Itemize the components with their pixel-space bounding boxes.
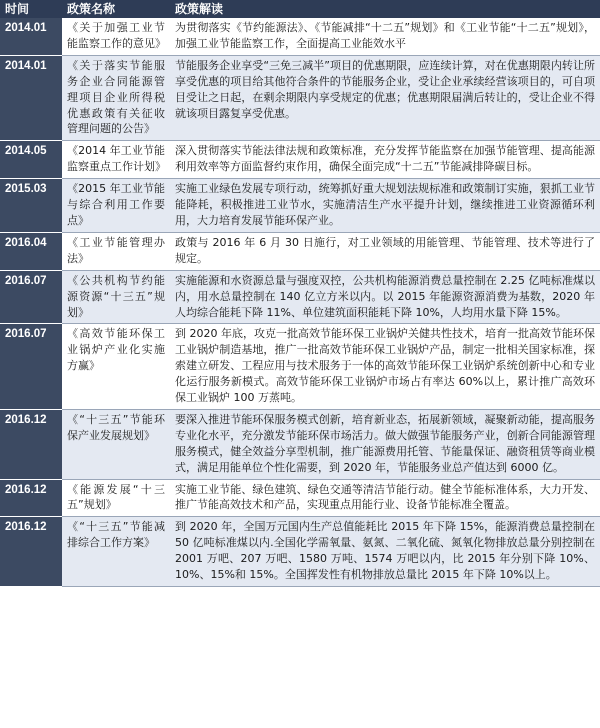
header-policy-name: 政策名称: [62, 0, 170, 18]
table-row: [0, 18, 600, 55]
row-date: 2014.01: [0, 55, 62, 141]
row-date: 2016.04: [0, 232, 62, 270]
row-policy-desc: 要深入推进节能环保服务模式创新，培育新业态，拓展新领域，凝聚新动能，提高服务专业化水平，充分激发节能环保市场活力。做大做强节能服务产业，创新合同能源管理服务模式，健全效益分享型机制，推广能源费用托管、节能量保证、融资租赁等商业模式，满足用能单位个性化需要，到 2020 年，节能服务业总产值达到 6000 亿。: [170, 409, 600, 479]
row-policy-name: 《“十三五”节能减排综合工作方案》: [62, 517, 170, 587]
row-policy-name: 《关于落实节能服务企业合同能源管理项目企业所得税优惠政策有关征收管理问题的公告》: [62, 55, 170, 141]
row-date: 2015.03: [0, 179, 62, 233]
row-policy-desc: 到 2020 年，全国万元国内生产总值能耗比 2015 年下降 15%，能源消费总量控制在 50 亿吨标准煤以内.全国化学需氧量、氨氮、二氧化硫、氮氧化物排放总量分别控制在 2001 万吧、207 万吧、1580 万吨、1574 万吧以内，比 2015 年分别下降 10%、10%、15%和 15%。全国挥发性有机物排放总量比 2015 年下降 10%以上。: [170, 517, 600, 587]
row-date: 2016.07: [0, 324, 62, 410]
table-row: [0, 270, 600, 324]
header-policy-interpretation: 政策解读: [170, 0, 600, 18]
table-row: [0, 479, 600, 517]
row-date: 2016.07: [0, 270, 62, 324]
row-policy-desc: 深入贯彻落实节能法律法规和政策标准，充分发挥节能监察在加强节能管理、提高能源利用效率等方面监督约束作用，确保全面完成“十二五”节能减排降碳目标。: [170, 141, 600, 179]
row-date: 2016.12: [0, 517, 62, 587]
row-policy-desc: 为贯彻落实《节约能源法》、《节能减排“十二五”规划》和《工业节能“十二五”规划》，加强工业节能监察工作，全面提高工业能效水平: [170, 18, 600, 55]
row-policy-name: 《公共机构节约能源资源“十三五”规划》: [62, 270, 170, 324]
table-row: [0, 409, 600, 479]
row-policy-desc: 实施工业节能、绿色建筑、绿色交通等清洁节能行动。健全节能标准体系，大力开发、推广节能高效技术和产品，实现重点用能行业、设备节能标准全覆盖。: [170, 479, 600, 517]
row-policy-desc: 实施能源和水资源总量与强度双控，公共机构能源消费总量控制在 2.25 亿吨标准煤以内，用水总量控制在 140 亿立方米以内。以 2015 年能源资源消费为基数，2020 年人均综合能耗下降 11%、单位建筑面积能耗下降 10%，人均用水量下降 15%。: [170, 270, 600, 324]
row-policy-desc: 实施工业绿色发展专项行动，统筹抓好重大规划法规标准和政策制订实施，狠抓工业节能降耗，积极推进工业节水，实施清洁生产水平提升计划，继续推进工业资源循环利用，大力培育发展节能环保产业。: [170, 179, 600, 233]
row-date: 2014.05: [0, 141, 62, 179]
row-policy-name: 《关于加强工业节能监察工作的意见》: [62, 18, 170, 55]
row-policy-name: 《2015 年工业节能与综合利用工作要点》: [62, 179, 170, 233]
row-policy-desc: 政策与 2016 年 6 月 30 日施行，对工业领域的用能管理、节能管理、技术等进行了规定。: [170, 232, 600, 270]
row-date: 2014.01: [0, 18, 62, 55]
table-row: [0, 55, 600, 141]
row-date: 2016.12: [0, 479, 62, 517]
table-row: [0, 179, 600, 233]
row-policy-name: 《2014 年工业节能监察重点工作计划》: [62, 141, 170, 179]
table-row: [0, 232, 600, 270]
row-policy-desc: 到 2020 年底，攻克一批高效节能环保工业锅炉关健共性技术，培育一批高效节能环保工业锅炉制造基地，推广一批高效节能环保工业锅炉产品，制定一批相关国家标准，探索建立研发、工程应用与技术服务于一体的高效节能环保工业锅炉系统创新中心和专业化运行服务新模式。高效节能环保工业锅炉市场占有率达 60%以上，累计推广高效环保工业锅炉 100 万蒸吨。: [170, 324, 600, 410]
header-date: 时间: [0, 0, 62, 18]
row-policy-name: 《高效节能环保工业锅炉产业化实施方赢》: [62, 324, 170, 410]
row-policy-name: 《工业节能管理办法》: [62, 232, 170, 270]
table-row: [0, 324, 600, 410]
row-date: 2016.12: [0, 409, 62, 479]
row-policy-name: 《能源发展“十三五”规划》: [62, 479, 170, 517]
row-policy-name: 《“十三五”节能环保产业发展规划》: [62, 409, 170, 479]
row-policy-desc: 节能服务企业享受“三免三减半”项目的优惠期限，应连续计算，对在优惠期限内转让所享受优惠的项目给其他符合条件的节能服务企业，受让企业承续经营该项目的，可自项目受让之日起，在剩余期限内享受规定的优惠；优惠期限届满后转让的，受让企业不得就该项目露复享受优惠。: [170, 55, 600, 141]
table-row: [0, 141, 600, 179]
table-header: [0, 0, 600, 18]
table-row: [0, 517, 600, 587]
